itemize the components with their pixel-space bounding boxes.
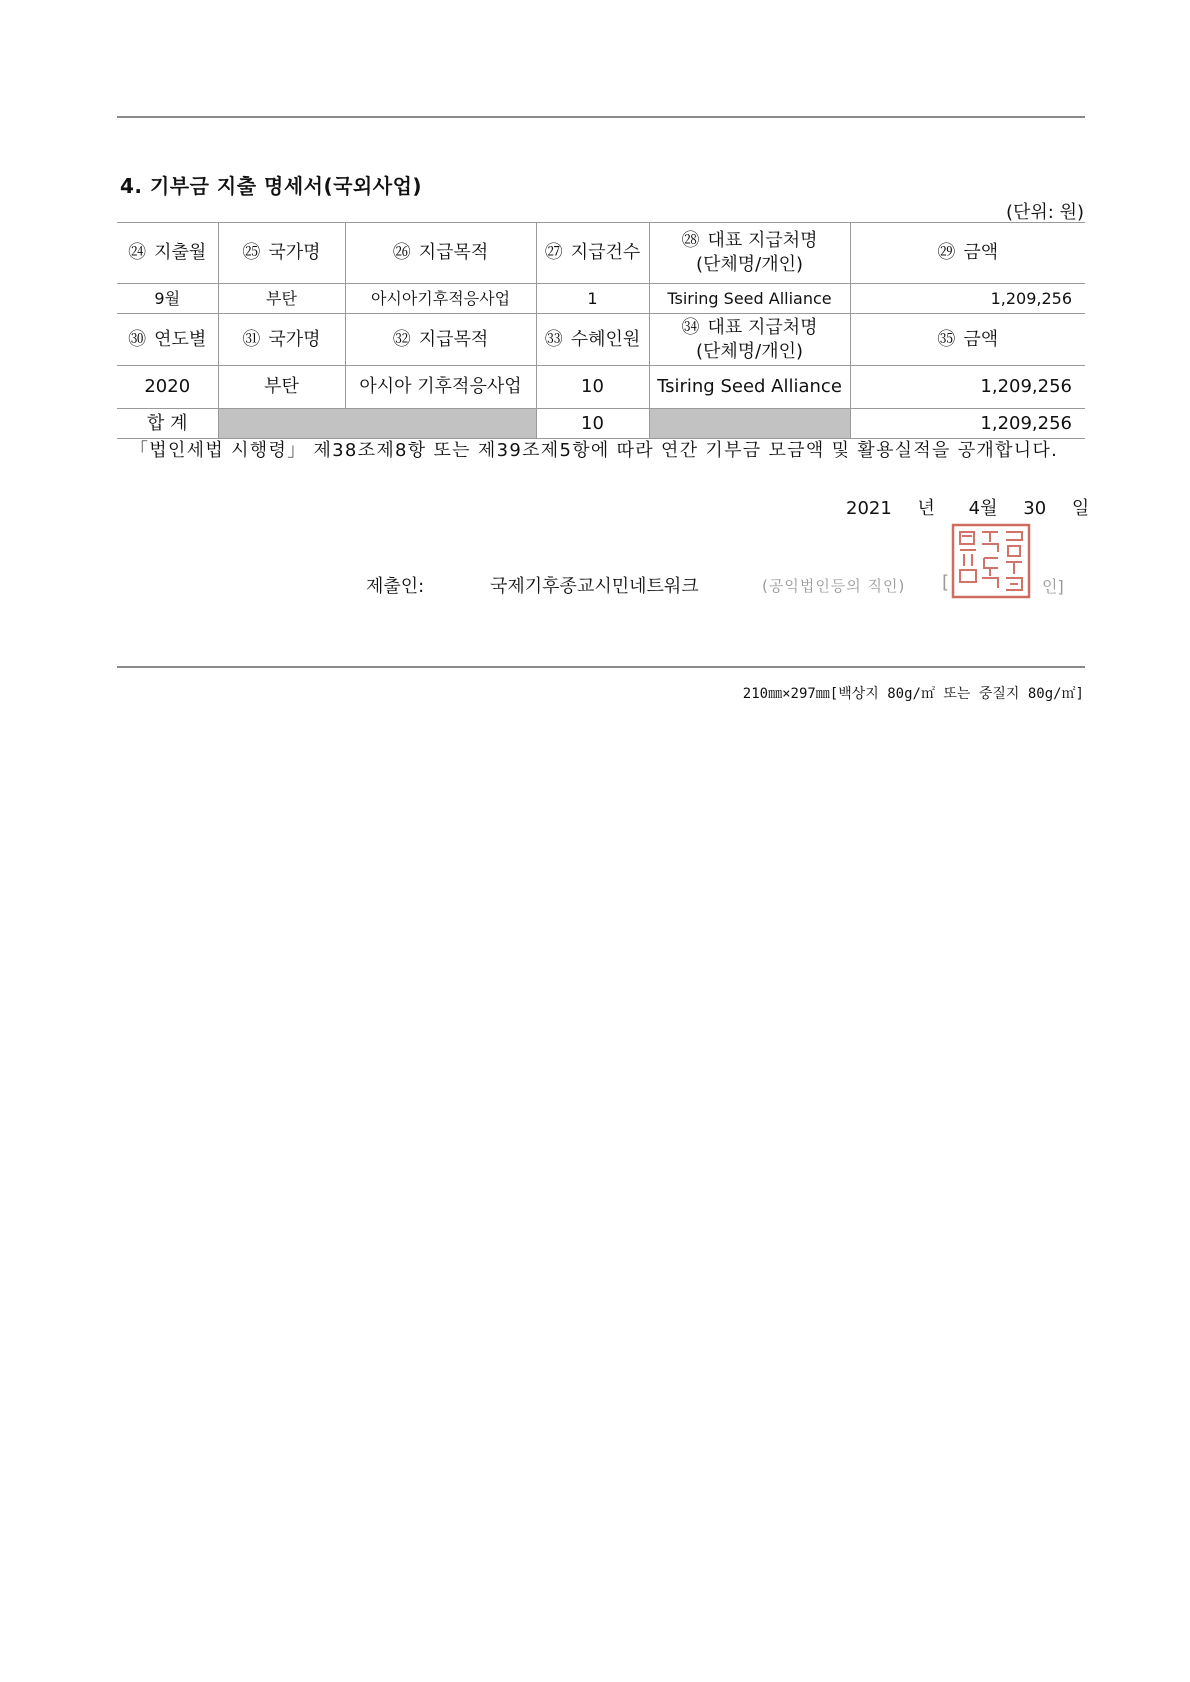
cell-count: 1 — [536, 284, 649, 314]
date-year: 2021 — [846, 498, 892, 519]
submission-date — [846, 494, 1089, 520]
header-expense-month: ㉔ 지출월 — [117, 223, 218, 284]
header-year: ㉚ 연도별 — [117, 314, 218, 366]
date-day-unit: 일 — [1071, 498, 1090, 519]
header-purpose: ㉖ 지급목적 — [345, 223, 536, 284]
official-seal-icon — [950, 522, 1032, 600]
paper-spec: 210㎜×297㎜[백상지 80g/㎡ 또는 중질지 80g/㎡] — [742, 686, 1084, 702]
table2-header-row — [117, 314, 1085, 366]
header-country: ㉛ 국가명 — [218, 314, 345, 366]
cell-country: 부탄 — [218, 366, 345, 409]
cell-month: 9월 — [117, 284, 218, 314]
table-row — [117, 284, 1085, 314]
top-rule — [117, 116, 1085, 118]
header-payment-count: ㉗ 지급건수 — [536, 223, 649, 284]
unit-label: (단위: 원) — [1006, 202, 1084, 223]
table1-header-row — [117, 223, 1085, 284]
submitter-label: 제출인: — [366, 576, 425, 597]
header-recipient: ㉘ 대표 지급처명 (단체명/개인) — [649, 223, 850, 284]
cell-purpose: 아시아 기후적응사업 — [345, 366, 536, 409]
cell-recipient: Tsiring Seed Alliance — [649, 366, 850, 409]
header-purpose: ㉜ 지급목적 — [345, 314, 536, 366]
cell-amount: 1,209,256 — [850, 284, 1085, 314]
bottom-rule — [117, 666, 1085, 668]
cell-beneficiaries: 10 — [536, 366, 649, 409]
header-amount: ㉟ 금액 — [850, 314, 1085, 366]
shaded-cell — [218, 409, 536, 439]
cell-amount: 1,209,256 — [850, 366, 1085, 409]
seal-note: (공익법인등의 직인) — [762, 577, 906, 595]
header-beneficiaries: ㉝ 수혜인원 — [536, 314, 649, 366]
total-label: 합 계 — [117, 409, 218, 439]
disclosure-notice: 「법인세법 시행령」 제38조제8항 또는 제39조제5항에 따라 연간 기부금 모금액 및 활용실적을 공개합니다. — [130, 440, 1059, 461]
date-year-unit: 년 — [917, 498, 935, 519]
shaded-cell — [649, 409, 850, 439]
cell-recipient: Tsiring Seed Alliance — [649, 284, 850, 314]
section-title: 4. 기부금 지출 명세서(국외사업) — [120, 174, 423, 198]
submitter-org: 국제기후종교시민네트워크 — [490, 576, 699, 597]
total-amount: 1,209,256 — [850, 409, 1085, 439]
date-month: 4월 — [968, 498, 998, 519]
header-country: ㉕ 국가명 — [218, 223, 345, 284]
seal-bracket-close: 인] — [1042, 577, 1064, 596]
header-amount: ㉙ 금액 — [850, 223, 1085, 284]
seal-bracket-open: [ — [942, 572, 950, 593]
table-row — [117, 366, 1085, 409]
cell-country: 부탄 — [218, 284, 345, 314]
total-row — [117, 409, 1085, 439]
header-recipient: ㉞ 대표 지급처명 (단체명/개인) — [649, 314, 850, 366]
date-day: 30 — [1023, 498, 1047, 519]
cell-purpose: 아시아기후적응사업 — [345, 284, 536, 314]
expenditure-table — [117, 222, 1085, 439]
cell-year: 2020 — [117, 366, 218, 409]
total-count: 10 — [536, 409, 649, 439]
